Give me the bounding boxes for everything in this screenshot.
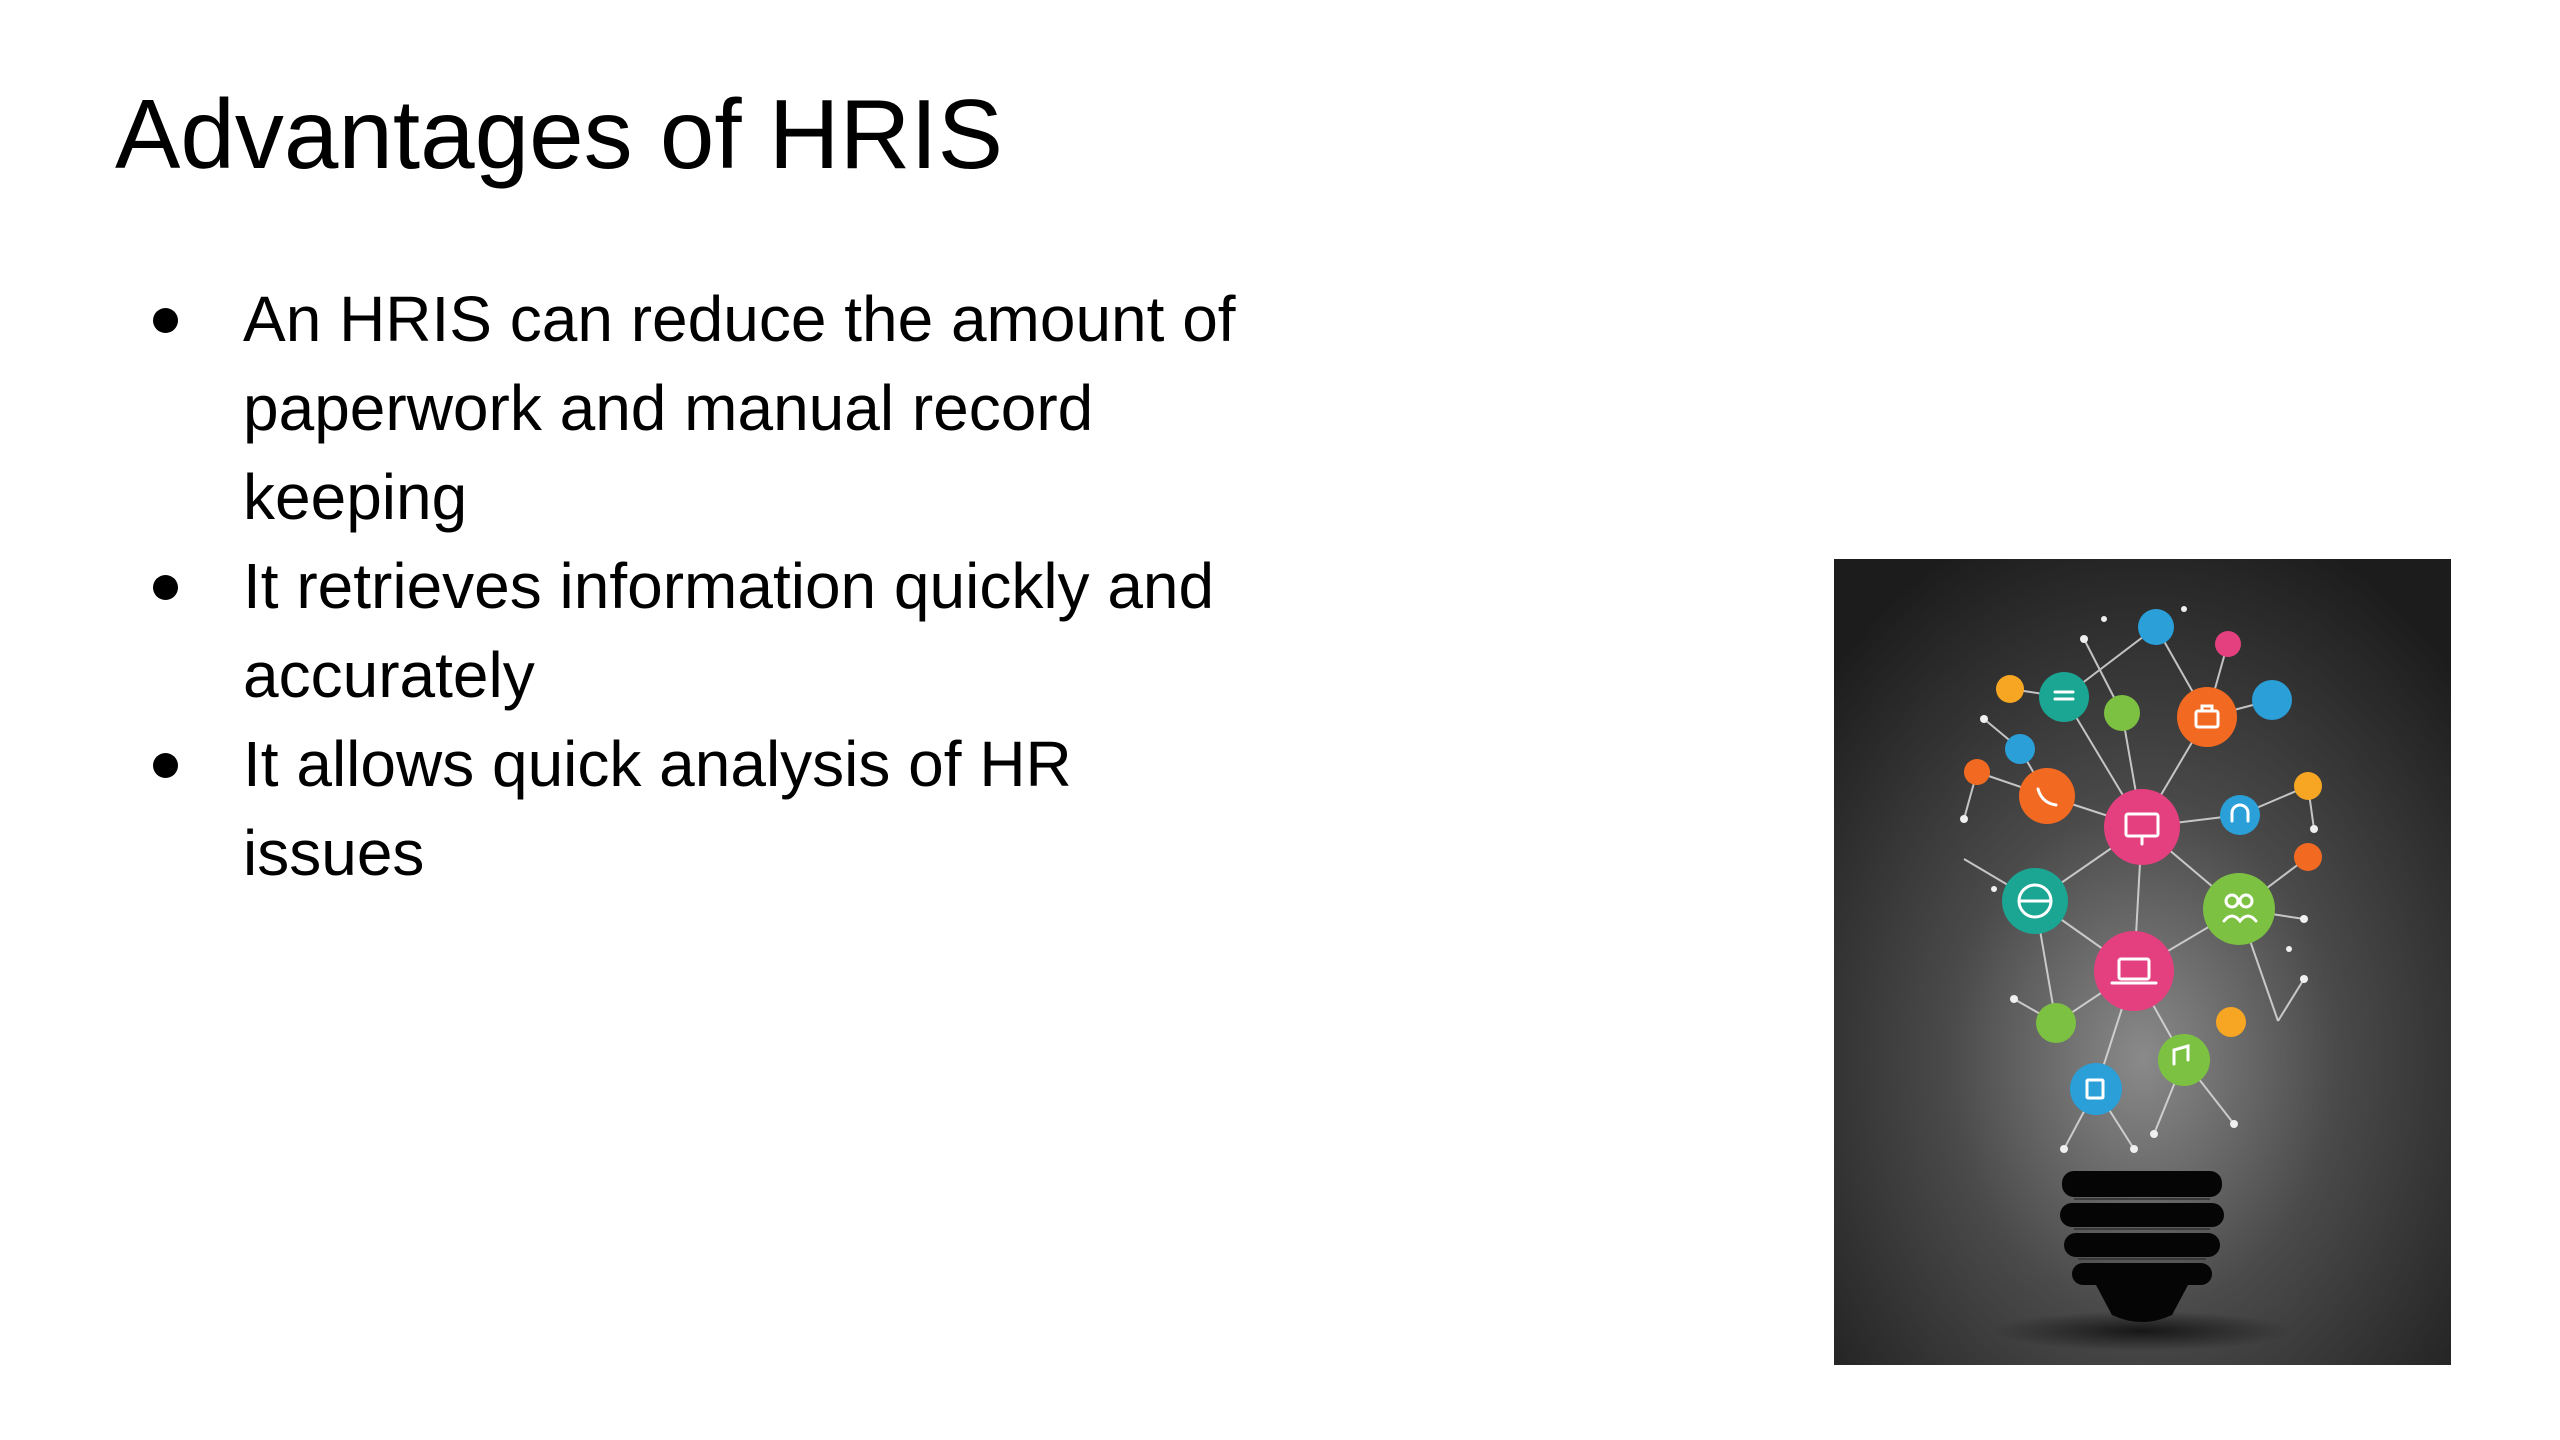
node-pink-laptop — [2094, 931, 2174, 1011]
bullet-text: It allows quick analysis of HR issues — [243, 728, 1072, 889]
node-green-star — [2036, 1003, 2076, 1043]
node-yellow-bottom — [2216, 1007, 2246, 1037]
node-pink-small — [2215, 631, 2241, 657]
node-orange-bag — [2177, 687, 2237, 747]
bullet-text: It retrieves information quickly and accurately — [243, 550, 1215, 711]
node-yellow-left — [1996, 675, 2024, 703]
bullet-item — [143, 720, 1243, 898]
node-blue-headset — [2220, 795, 2260, 835]
node-orange-phone — [2019, 768, 2075, 824]
bullet-item — [143, 275, 1243, 542]
bullet-text: An HRIS can reduce the amount of paperwork and manual record keeping — [243, 283, 1236, 533]
node-yellow-right — [2294, 772, 2322, 800]
lightbulb-network-icon — [1834, 559, 2451, 1365]
node-orange-right — [2294, 843, 2322, 871]
node-orange-left — [1964, 759, 1990, 785]
bullet-dot-icon — [153, 753, 178, 778]
node-blue-right — [2252, 680, 2292, 720]
slide-title: Advantages of HRIS — [115, 79, 1003, 189]
node-pink-large — [2104, 789, 2180, 865]
node-blue-small-left — [2005, 734, 2035, 764]
node-teal-chat — [2039, 672, 2089, 722]
bullet-dot-icon — [153, 575, 178, 600]
node-green-music — [2158, 1034, 2210, 1086]
node-blue-top — [2138, 609, 2174, 645]
node-blue-note — [2070, 1063, 2122, 1115]
node-green-people — [2203, 873, 2275, 945]
bullet-dot-icon — [153, 308, 178, 333]
node-green-small — [2104, 695, 2140, 731]
bullet-list — [143, 275, 1243, 898]
bullet-item — [143, 542, 1243, 720]
